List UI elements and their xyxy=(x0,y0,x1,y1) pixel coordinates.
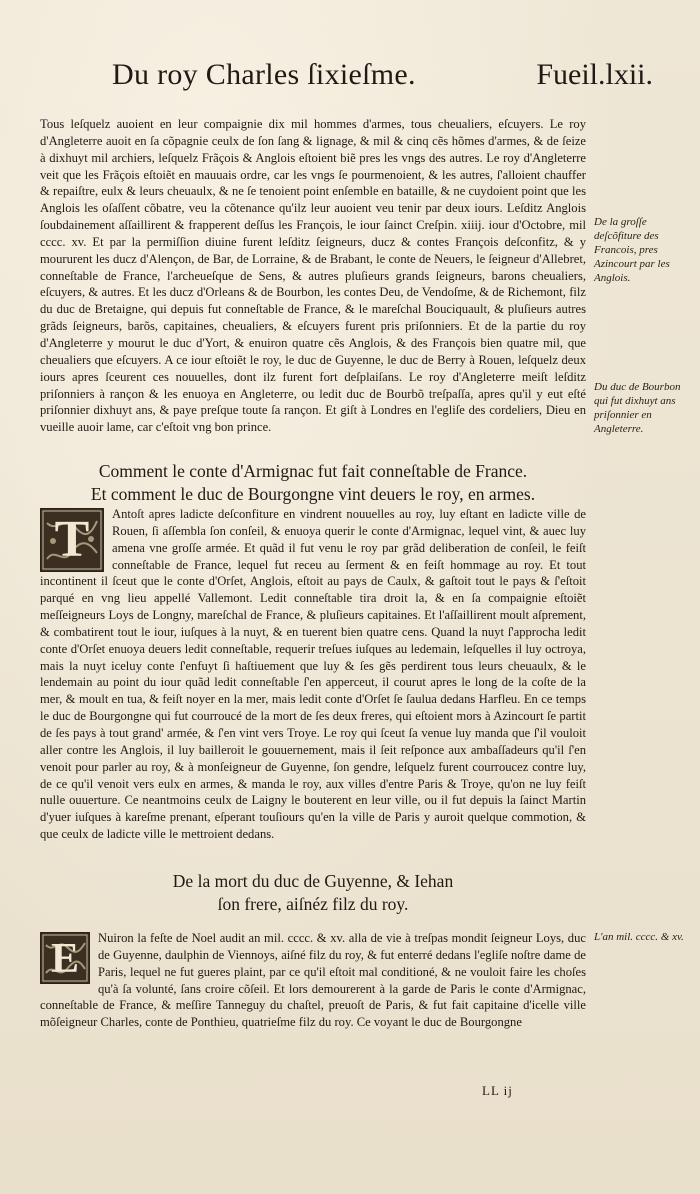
decorated-initial xyxy=(40,932,90,984)
page-header xyxy=(112,58,657,102)
heading-line: ſon frere, aiſnéz filz du roy. xyxy=(217,894,409,914)
signature-mark: LL ij xyxy=(482,1083,513,1098)
running-title: Du roy Charles ſixieſme. xyxy=(112,58,416,91)
paragraph-text: Antoſt apres ladicte deſconfiture en vindrent nouuelles au roy, luy eſtant en ladicte ville de Rouen, ſi aſſembla ſon conſeil, & enuoya querir le conte d'Armignac, lequel vint, & auec luy amena vne groſſe armée. Et quãd il fut venu le roy par grãd deliberation de conſeil, le feiſt conneſtable de France, lequel fut receu au ſerment & en feiſt hommage au roy. Et tout incontinent il ſceut que le conte d'Orſet, Anglois, eſtoit au pays de Caulx, & gaſtoit tout le pays & ſ'eſtoit parqué en vng lieu appellé Vallemont. Ledit conneſtable tira droit la, & en ſa compaignie eſtoiẽt meſſeigneurs Loys de Longny, mareſchal de France, & pluſieurs capitaines. Et l'aſſaillirent moult aſprement, & combatirent tout le iour, iuſques à la nuyt, & en tuerent bien quatre cens. Quand la nuyt ſ'approcha ledit conte d'Orſet enuoya deuers ledit conneſtable, requerir treſues iuſques au ledemain, leſquelles il luy octroya, mais la nuyt iceluy conte ſ'enfuyt ſi haſtiuement que luy & ſes gẽs perdirent tous leurs cheuaulx, & le lendemain au point du iour quãd ledit conneſtable ſ'en apperceut, il courut apres le long de la coſte de la mer, & moult en tua, & feiſt noyer en la mer, mais ledit conte d'Orſet ſe ſaulua dedans Harfleu. En ce temps le duc de Bourgongne qui fut courroucé de la mort de ſes deux freres, qui eſtoient mors à Azincourt ſe partit de ſes pays à tout grand' armée, & ſ'en vint vers Troye. Le roy qui ſceut ſa venue luy manda que ſ'il vouloit aller contre les Anglois, il luy bailleroit le gouuernement, mais il ſeit reſponce aux ambaſſadeurs qu'il ſ'en venoit pour parler au roy, & à monſeigneur de Guyenne, ſon gendre, leſquelz furent courroucez contre luy, de ce qu'il venoit vers eulx en armes, & manda le roy, aux villes d'entre Paris & Troye, qu'on ne luy feiſt nulle ouuerture. Ce neantmoins ceulx de Laigny le bouterent en leur ville, ou il fut depuis la ſainct Martin d'yuer iuſques à kareſme prenant, eſperant touſiours qu'en la ville de Paris y auroit quelque commotion, & que ceulx de ladicte ville le mettroient dedans. xyxy=(40,507,586,842)
chapter-heading-2 xyxy=(40,870,586,916)
heading-line: Et comment le duc de Bourgongne vint deuers le roy, en armes. xyxy=(90,484,536,504)
initial-letter: E xyxy=(50,936,79,982)
decorated-initial xyxy=(40,508,104,572)
chapter-heading-1 xyxy=(40,460,586,506)
margin-note-date: L'an mil. cccc. & xv. xyxy=(594,931,684,943)
margin-note-bourbon: Du duc de Bourbon qui fut dixhuyt ans priſonnier en Angleterre. xyxy=(594,381,681,435)
body-paragraph-2 xyxy=(40,506,586,843)
heading-line: Comment le conte d'Armignac fut fait conneſtable de France. xyxy=(98,461,528,481)
paragraph-text: Nuiron la feſte de Noel audit an mil. cccc. & xv. alla de vie à treſpas mondit ſeigneur Loys, duc de Guyenne, daulphin de Viennoys, aiſné filz du roy, & fut enterré dedans l'egliſe noſtre dame de Paris, lequel ne fut gueres plaint, par ce qu'il eſtoit mal conditioné, & ne vouloit faire les choſes qu'à ſa volunté, ſans croire cõſeil. Et lors demourerent à la garde de Paris le conte d'Armignac, conneſtable de France, & meſſire Tanneguy du chaſtel, preuoſt de Paris, & fut fait capitaine d'icelle ville mõſeigneur Charles, conte de Ponthieu, quatrieſme filz du roy. Ce voyant le duc de Bourgongne xyxy=(40,931,586,1030)
initial-letter: T xyxy=(54,511,90,568)
paragraph-text: Tous leſquelz auoient en leur compaignie dix mil hommes d'armes, tous cheualiers, eſcuyers. Le roy d'Angleterre auoit en ſa cõpagnie ceulx de ſon ſang & lignage, & mil & cinq cẽs hõmes d'armes, & de ſeize à dixhuyt mil archiers, leſquelz Frãçois & Anglois eſtoient biẽ pres les vngs des autres. Le roy d'Angleterre veit que les Frãçois eſtoiẽt en mauuais ordre, car les vngs ſe pourmenoient, & les autres, ſ'alloient chauffer & repaiſtre, eulx & leurs cheuaulx, & ne ſe tenoient point enſemble en bataille, & ne cuydoient point que les Anglois les oſaſſent cõbatre, veu la cõtenance qu'ilz leur auoient veu tenir par deux iours. Leſditz Anglois ſoubdainement aſſaillirent & frapperent deſſus les François, le iour ſainct Creſpin. xiiij. iour d'Octobre, mil cccc. xv. Et par la permiſſion diuine furent leſditz ſeigneurs, ducz & contes François deſconfitz, & y moururent les ducz d'Alençon, de Bar, de Lorraine, & de Brabant, le conte de Neuers, le ſeigneur d'Allebret, conneſtable de France, l'archeueſque de Sens, & autres pluſieurs grands ſeigneurs, barons cheualiers, eſcuyers, & autres. Et les ducz d'Orleans & de Bourbon, les contes Deu, de Vendoſme, & de Richemont, filz du duc de Bretaigne, qui depuis fut conneſtable de France, & le mareſchal Bouciquault, & pluſieurs autres grãds ſeigneurs, barõs, capitaines, cheualiers, & eſcuyers furent pris priſonniers. Et de la partie du roy d'Angleterre y mourut le duc d'Yort, & enuiron quatre cẽs Anglois, & des François bien quatre mil, que cheualiers que eſcuyers. A ce iour eſtoiẽt le roy, le duc de Guyenne, le duc de Berry à Rouen, leſquelz deux iours apres ſceurent ces nouuelles, dont ilz furent fort deſplaiſans. Le roy d'Angleterre meiſt leſditz priſonniers à rançon & les enuoya en Angleterre, ou ledit duc de Bourbõ treſpaſſa, apres qu'il y eut eſté priſonnier dixhuyt ans, & paye preſque toute ſa rançon. Et giſt à Londres en l'egliſe des cordeliers, Dieu en vueille auoir lame, car c'eſtoit vng bon prince. xyxy=(40,117,586,435)
body-paragraph-3 xyxy=(40,930,586,1031)
folio-number: Fueil.lxii. xyxy=(536,58,653,91)
margin-note-azincourt: De la groſſe deſcõfiture des Francois, pres Azincourt par les Anglois. xyxy=(594,216,670,284)
heading-line: De la mort du duc de Guyenne, & Iehan xyxy=(172,871,454,891)
body-paragraph-1 xyxy=(40,116,586,436)
